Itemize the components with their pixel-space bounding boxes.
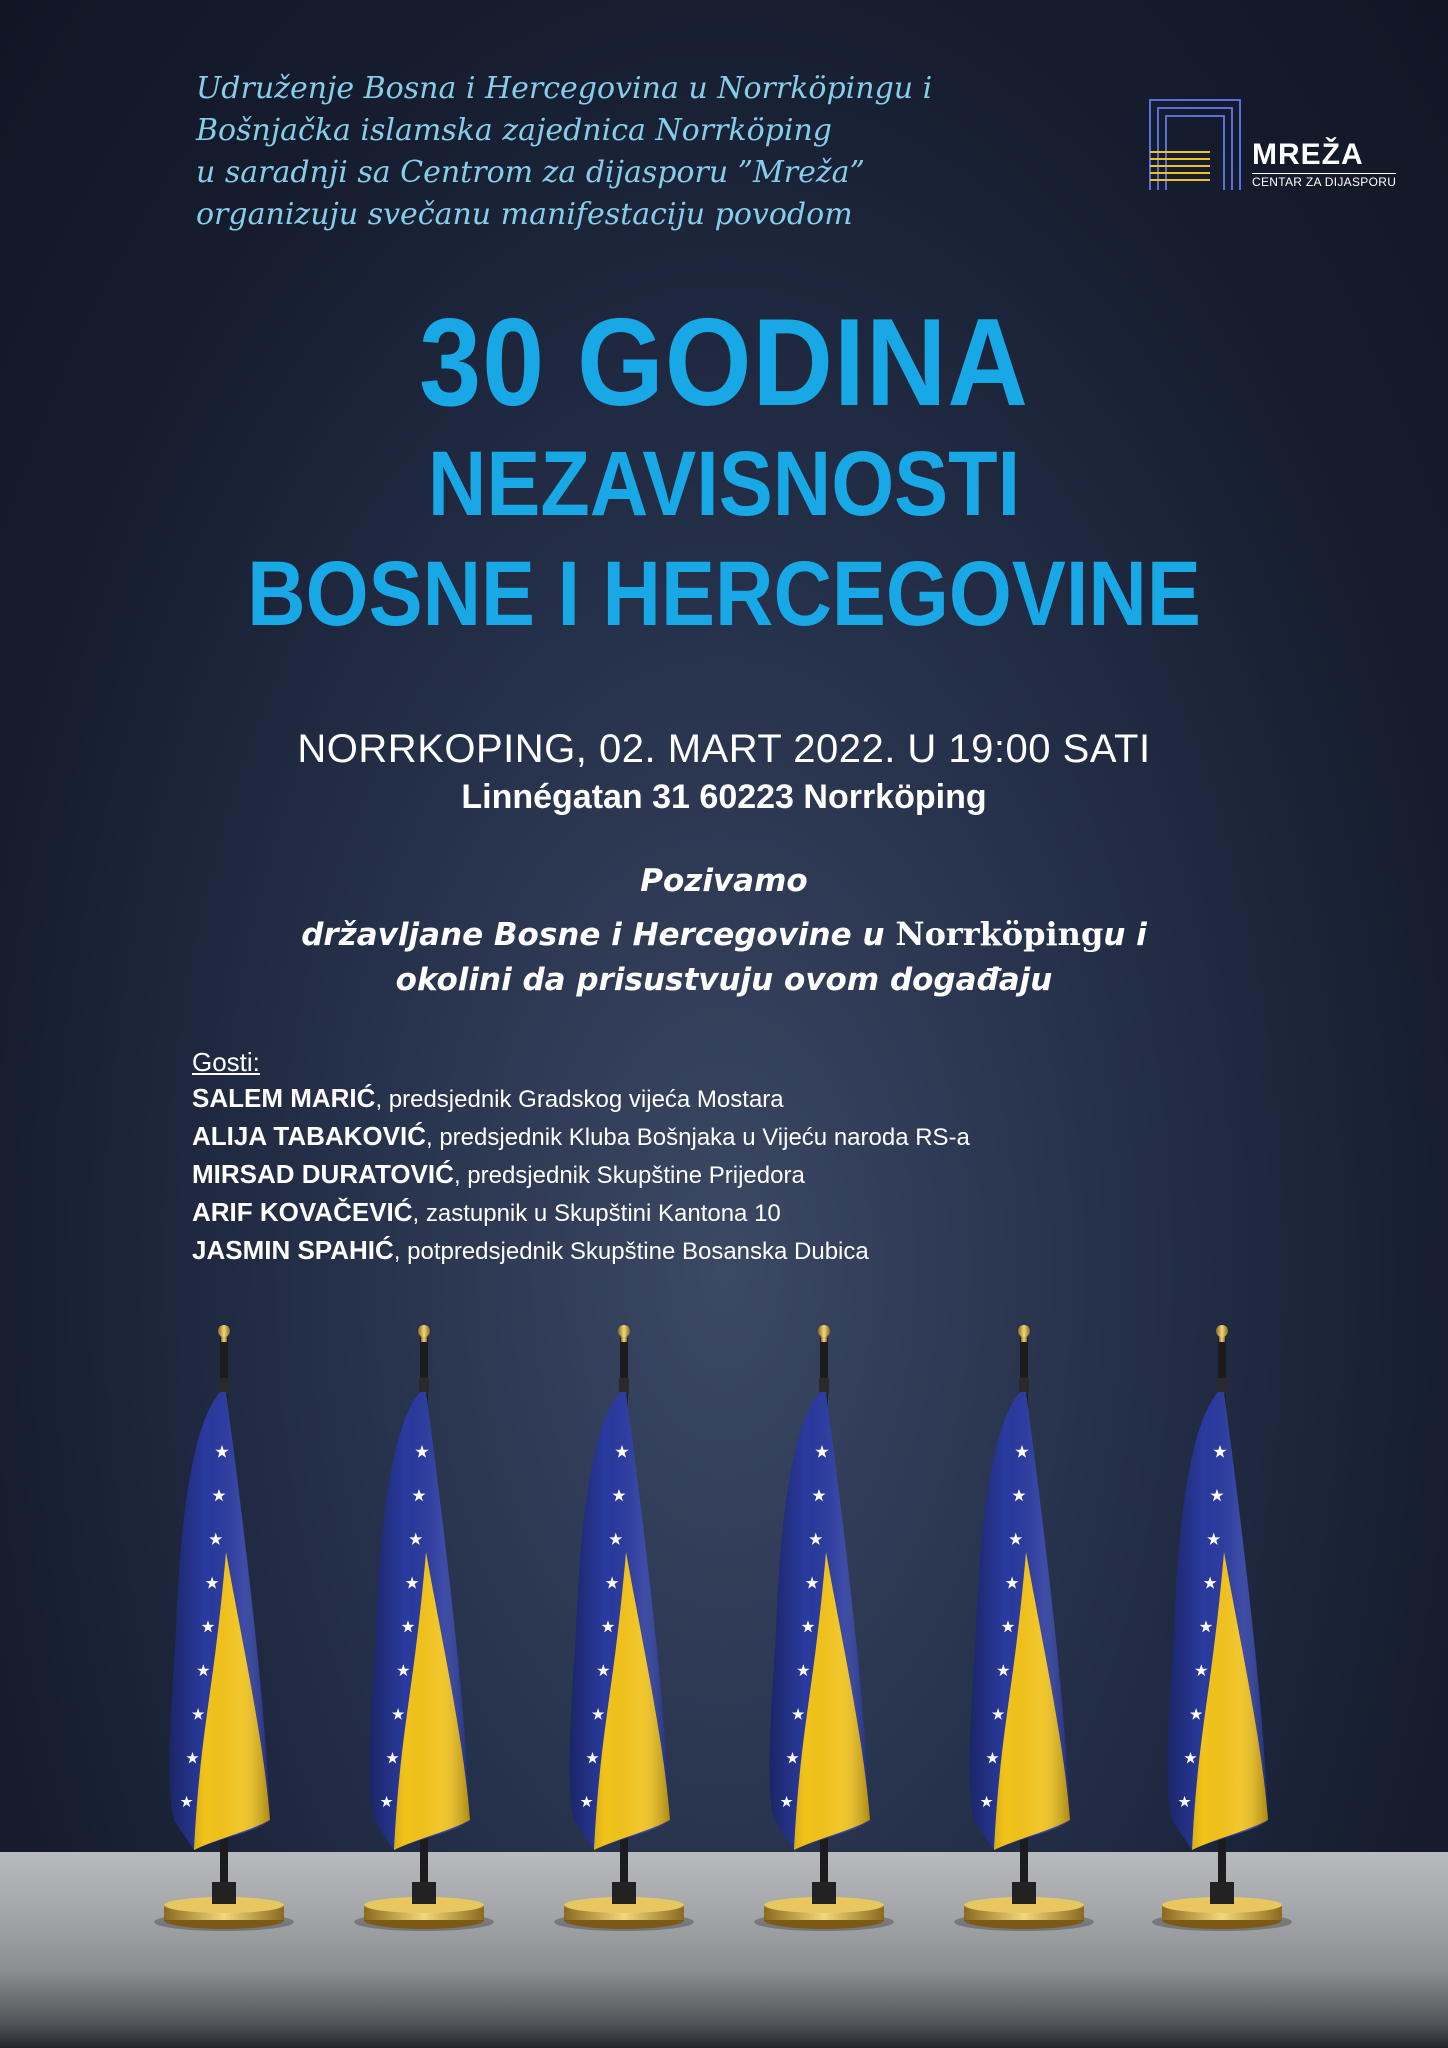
intro-line-2: Bošnjačka islamska zajednica Norrköping [196, 113, 832, 148]
guest-role: , zastupnik u Skupštini Kantona 10 [412, 1200, 781, 1227]
invitation-title: Pozivamo [640, 863, 808, 899]
headline-line-3: BOSNE I HERCEGOVINE [247, 543, 1201, 645]
guests-label: Gosti: [192, 1047, 260, 1077]
guest-name: ALIJA TABAKOVIĆ [192, 1121, 426, 1151]
guest-role: , predsjednik Kluba Bošnjaka u Vijeću naroda RS-a [426, 1124, 970, 1151]
guest-name: JASMIN SPAHIĆ [192, 1235, 394, 1265]
intro-line-1: Udruženje Bosna i Hercegovina u Norrköpingu i [196, 71, 933, 106]
guest-name: ARIF KOVAČEVIĆ [192, 1197, 413, 1227]
event-date-time: NORRKOPING, 02. MART 2022. U 19:00 SATI [297, 727, 1151, 771]
bih-flag [754, 1325, 894, 1931]
headline-line-1: 30 GODINA [419, 294, 1029, 432]
bih-flag [1152, 1325, 1292, 1931]
bih-flag [354, 1325, 494, 1931]
logo-subtitle: CENTAR ZA DIJASPORU [1252, 175, 1397, 189]
invitation-line-2a: državljane Bosne i Hercegovine u [301, 917, 896, 953]
guest-name: MIRSAD DURATOVIĆ [192, 1159, 454, 1189]
logo-name: MREŽA [1252, 138, 1364, 171]
intro-line-3: u saradnji sa Centrom za dijasporu ”Mreža” [196, 155, 865, 190]
headline-line-2: NEZAVISNOSTI [427, 433, 1021, 535]
bih-flag [554, 1325, 694, 1931]
invitation-line-2c: u i [1103, 917, 1147, 953]
guest-role: , predsjednik Gradskog vijeća Mostara [375, 1086, 784, 1113]
guest-role: , predsjednik Skupštine Prijedora [453, 1162, 805, 1189]
event-address: Linnégatan 31 60223 Norrköping [461, 778, 987, 816]
invitation-line-3: okolini da prisustvuju ovom događaju [395, 962, 1053, 998]
intro-line-4: organizuju svečanu manifestaciju povodom [196, 197, 853, 232]
bih-flag [954, 1325, 1094, 1931]
guest-name: SALEM MARIĆ [192, 1083, 376, 1113]
guest-role: , potpredsjednik Skupštine Bosanska Dubica [393, 1238, 869, 1265]
bih-flag [154, 1325, 294, 1931]
invitation-city: Norrköping [895, 915, 1104, 953]
